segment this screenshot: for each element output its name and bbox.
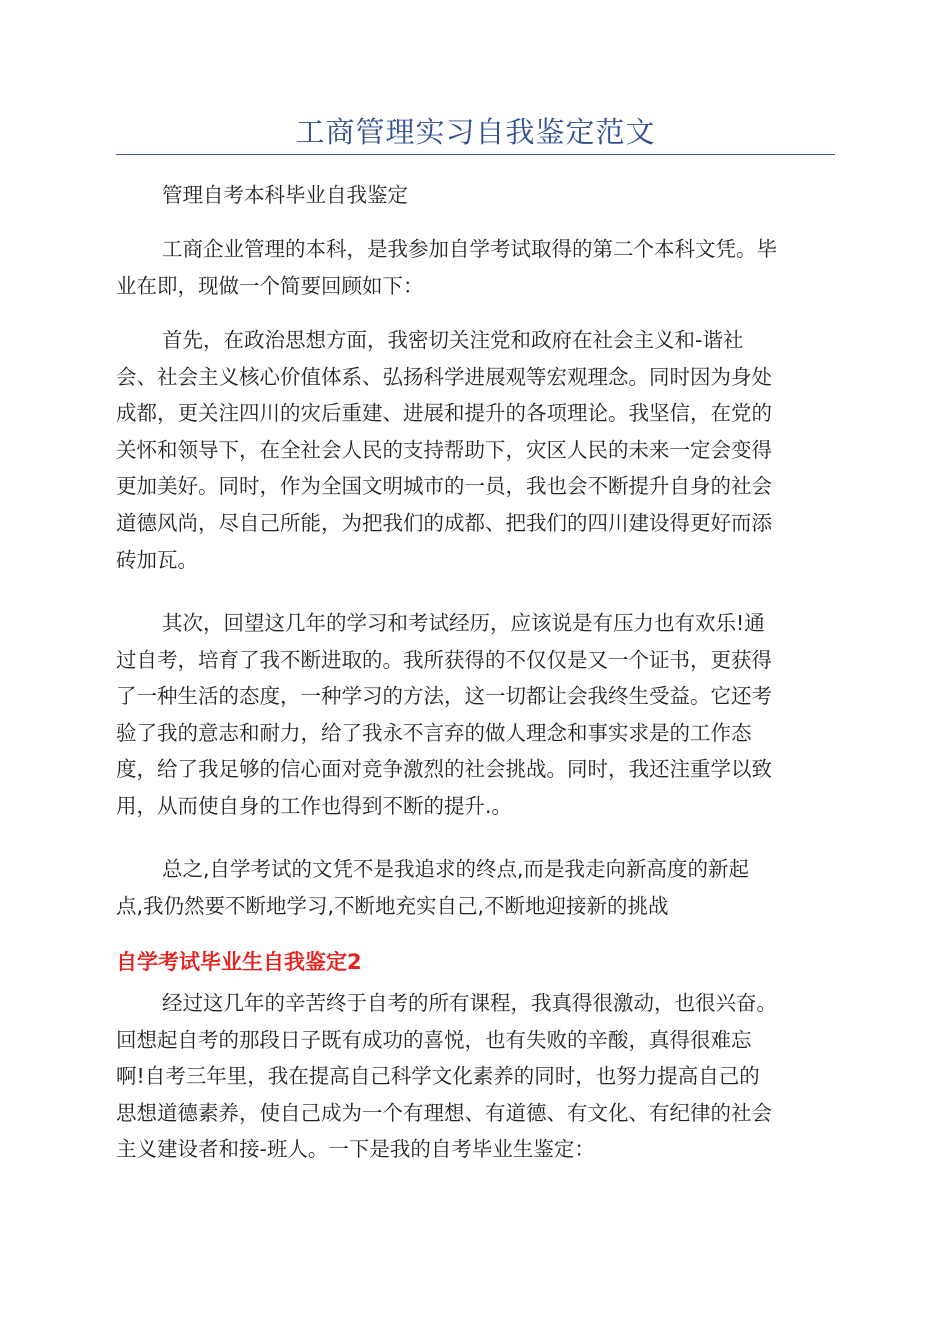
paragraph-line: 点,我仍然要不断地学习,不断地充实自己,不断地迎接新的挑战: [116, 893, 669, 918]
paragraph-line: 会、社会主义核心价值体系、弘扬科学进展观等宏观理念。同时因为身处: [116, 364, 772, 389]
paragraph-line: 了一种生活的态度，一种学习的方法，这一切都让会我终生受益。它还考: [116, 684, 772, 709]
paragraph-line: 过自考，培育了我不断进取的。我所获得的不仅仅是又一个证书，更获得: [116, 647, 772, 672]
paragraph-line: 业在即，现做一个简要回顾如下：: [116, 273, 424, 298]
paragraph-4: [116, 851, 835, 924]
paragraph-line: 思想道德素养，使自己成为一个有理想、有道德、有文化、有纪律的社会: [116, 1100, 772, 1125]
section-heading: 自学考试毕业生自我鉴定2: [116, 950, 362, 974]
paragraph-line: 啊!自考三年里，我在提高自己科学文化素养的同时，也努力提高自己的: [116, 1064, 760, 1089]
paragraph-line: 用，从而使自身的工作也得到不断的提升.。: [116, 793, 513, 818]
subtitle-line: 管理自考本科毕业自我鉴定: [162, 183, 408, 207]
paragraph-line: 其次，回望这几年的学习和考试经历，应该说是有压力也有欢乐!通: [162, 611, 765, 635]
paragraph-line: 首先，在政治思想方面，我密切关注党和政府在社会主义和-谐社: [162, 328, 744, 352]
paragraph-line: 工商企业管理的本科，是我参加自学考试取得的第二个本科文凭。毕: [162, 237, 777, 261]
paragraph-line: 总之,自学考试的文凭不是我追求的终点,而是我走向新高度的新起: [162, 857, 750, 881]
document-title: 工商管理实习自我鉴定范文: [295, 115, 656, 149]
paragraph-line: 回想起自考的那段日子既有成功的喜悦，也有失败的辛酸，真得很难忘: [116, 1027, 752, 1052]
paragraph-5: [116, 985, 835, 1168]
title-underline: [116, 154, 835, 155]
paragraph-line: 经过这几年的辛苦终于自考的所有课程，我真得很激动，也很兴奋。: [162, 991, 777, 1015]
paragraph-line: 度，给了我足够的信心面对竞争激烈的社会挑战。同时，我还注重学以致: [116, 757, 772, 782]
paragraph-line: 关怀和领导下，在全社会人民的支持帮助下，灾区人民的未来一定会变得: [116, 437, 772, 462]
paragraph-line: 验了我的意志和耐力，给了我永不言弃的做人理念和事实求是的工作态: [116, 720, 752, 745]
paragraph-line: 砖加瓦。: [116, 547, 198, 572]
paragraph-line: 道德风尚，尽自己所能，为把我们的成都、把我们的四川建设得更好而添: [116, 510, 772, 535]
subtitle-paragraph: [116, 177, 835, 214]
paragraph-3: [116, 605, 835, 825]
paragraph-2: [116, 322, 835, 578]
paragraph-line: 主义建设者和接-班人。一下是我的自考毕业生鉴定：: [116, 1137, 595, 1162]
paragraph-line: 更加美好。同时，作为全国文明城市的一员，我也会不断提升自身的社会: [116, 474, 772, 499]
paragraph-line: 成都，更关注四川的灾后重建、进展和提升的各项理论。我坚信，在党的: [116, 401, 772, 426]
paragraph-1: [116, 231, 835, 304]
